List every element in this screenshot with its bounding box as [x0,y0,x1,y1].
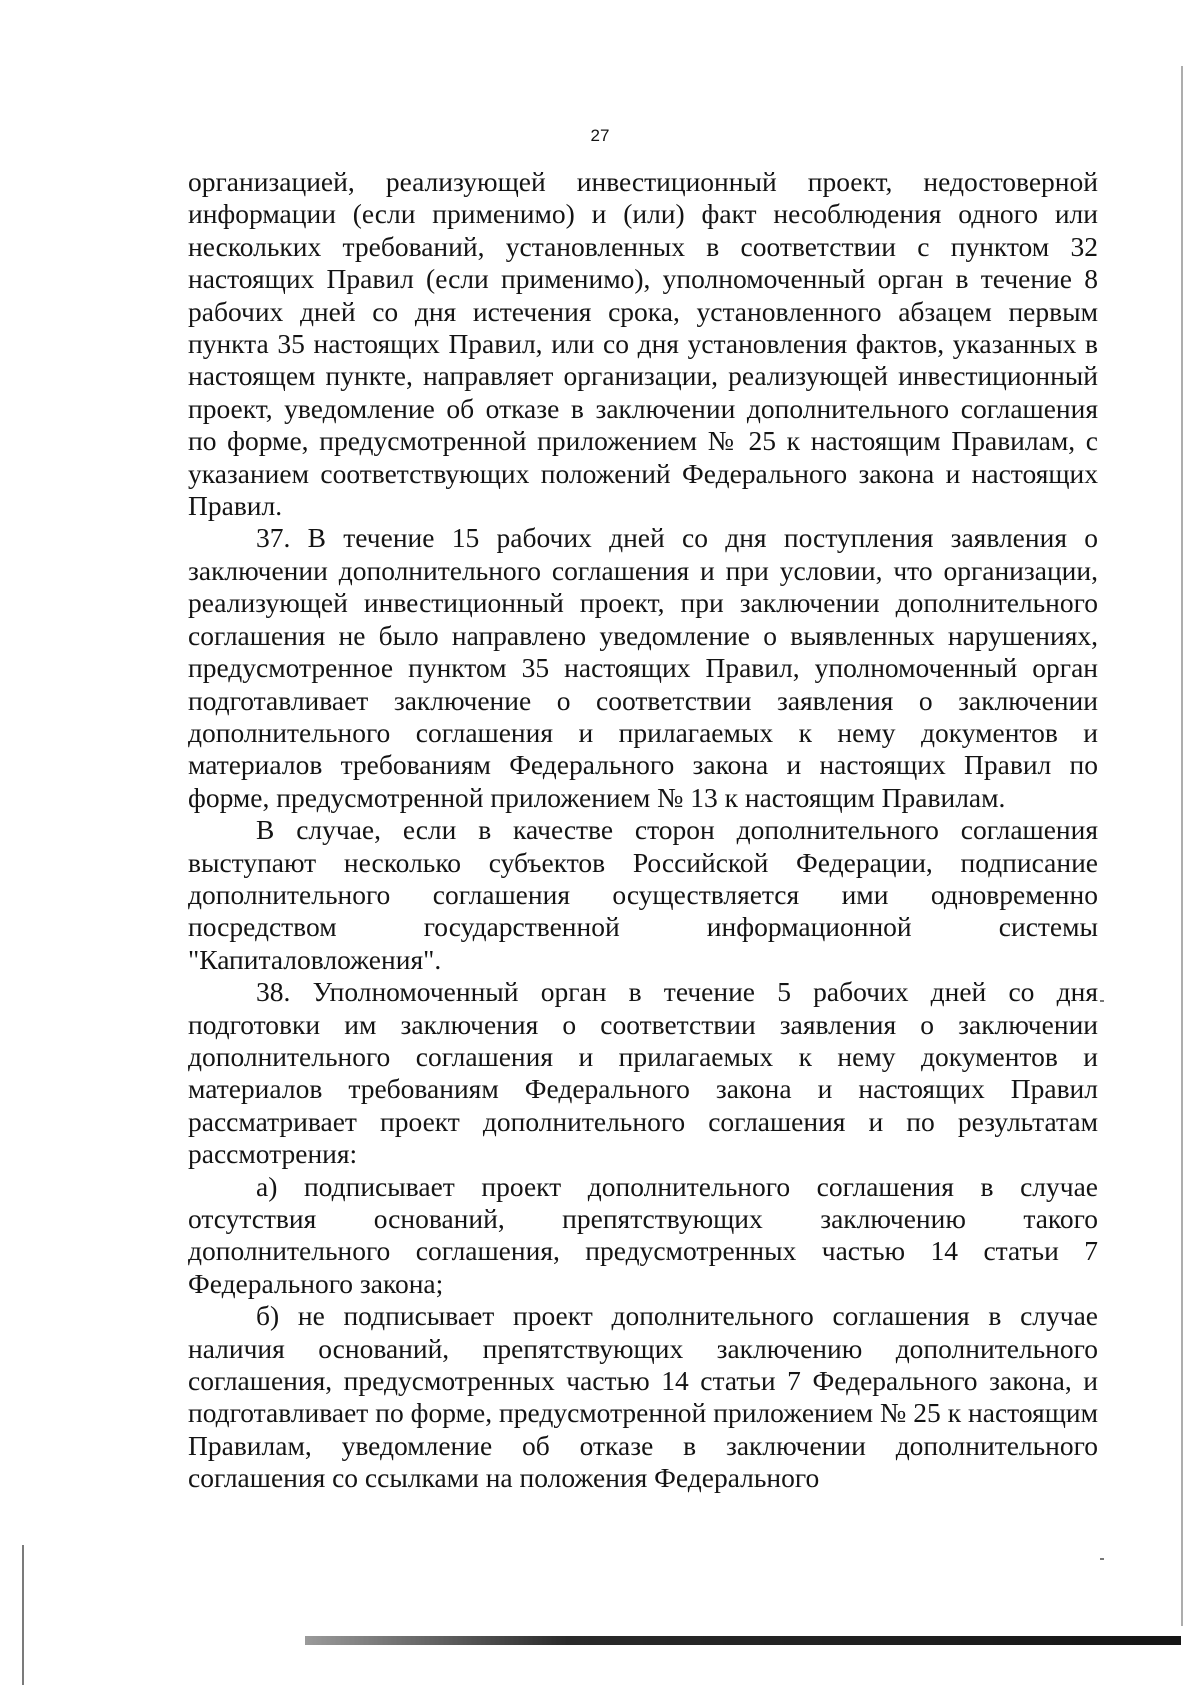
paragraph-continuation: организацией, реализующей инвестиционный проект, недостоверной информации (если применимо) и (или) факт несоблюдения одного или нескольких требований, установленных в соответствии с пунктом 32 настоящих Правил (если применимо), уполномоченный орган в течение 8 рабочих дней со дня истечения срока, установленного абзацем первым пункта 35 настоящих Правил, или со дня установления фактов, указанных в настоящем пункте, направляет организации, реализующей инвестиционный проект, уведомление об отказе в заключении дополнительного соглашения по форме, предусмотренной приложением № 25 к настоящим Правилам, с указанием соответствующих положений Федерального закона и настоящих Правил. [188,166,1098,522]
page-number: 27 [590,126,610,145]
scan-edge-line-right [1181,66,1183,1626]
scan-edge-line-left [22,1545,24,1685]
paragraph-item-37-note: В случае, если в качестве сторон дополнительного соглашения выступают несколько субъектов Российской Федерации, подписание дополнительного соглашения осуществляется ими одновременно посредством государственной информационной системы "Капиталовложения". [188,814,1098,975]
paragraph-subitem-a: а) подписывает проект дополнительного соглашения в случае отсутствия оснований, препятствующих заключению такого дополнительного соглашения, предусмотренных частью 14 статьи 7 Федерального закона; [188,1170,1098,1299]
scan-speck [1100,1558,1104,1560]
paragraph-subitem-b: б) не подписывает проект дополнительного соглашения в случае наличия оснований, препятствующих заключению дополнительного соглашения, предусмотренных частью 14 статьи 7 Федерального закона, и подготавливает по форме, предусмотренной приложением № 25 к настоящим Правилам, уведомление об отказе в заключении дополнительного соглашения со ссылками на положения Федерального [188,1300,1098,1494]
scan-speck [1100,1000,1104,1002]
paragraph-item-38: 38. Уполномоченный орган в течение 5 рабочих дней со дня подготовки им заключения о соответствии заявления о заключении дополнительного соглашения и прилагаемых к нему документов и материалов требованиям Федерального закона и настоящих Правил рассматривает проект дополнительного соглашения и по результатам рассмотрения: [188,976,1098,1170]
scan-bottom-bar [305,1636,1181,1645]
document-body [188,166,1098,1495]
paragraph-item-37: 37. В течение 15 рабочих дней со дня поступления заявления о заключении дополнительного соглашения и при условии, что организации, реализующей инвестиционный проект, при заключении дополнительного соглашения не было направлено уведомление о выявленных нарушениях, предусмотренное пунктом 35 настоящих Правил, уполномоченный орган подготавливает заключение о соответствии заявления о заключении дополнительного соглашения и прилагаемых к нему документов и материалов требованиям Федерального закона и настоящих Правил по форме, предусмотренной приложением № 13 к настоящим Правилам. [188,522,1098,813]
